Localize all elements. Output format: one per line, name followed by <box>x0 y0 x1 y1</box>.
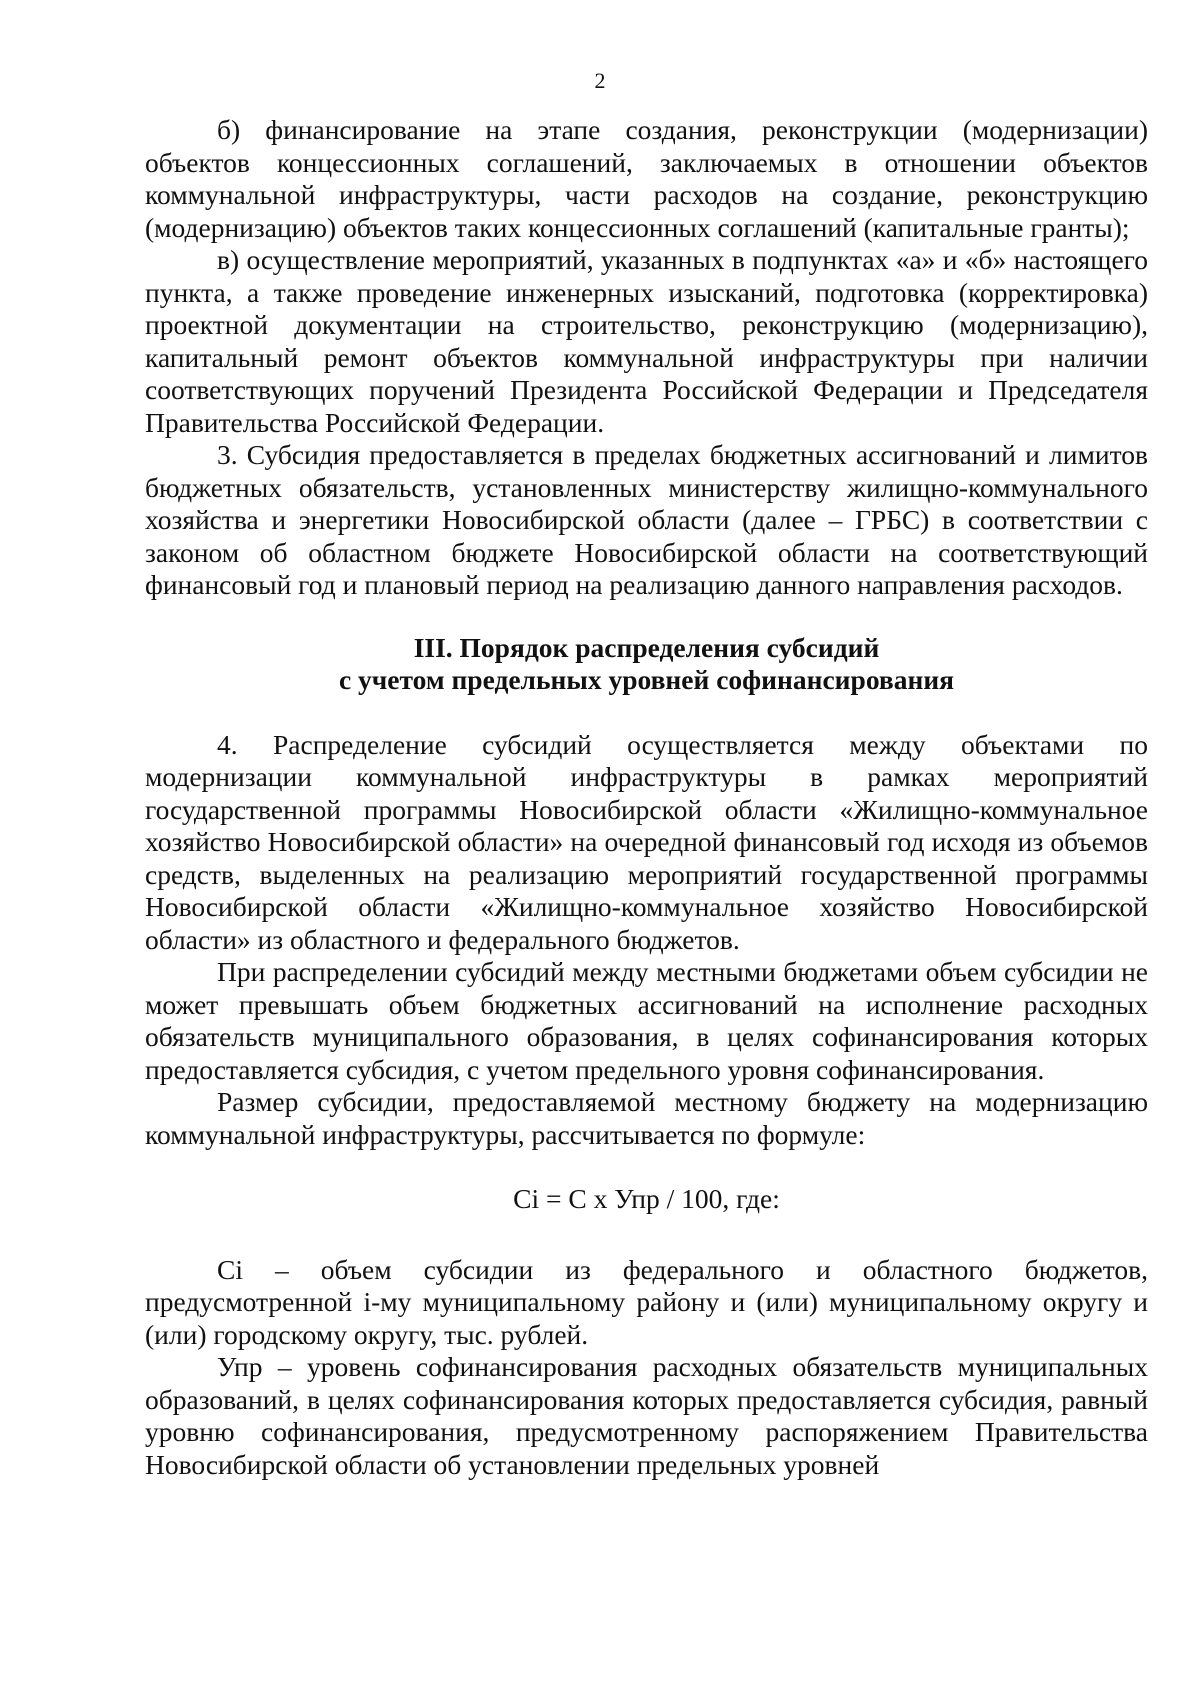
paragraph-item-v: в) осуществление мероприятий, указанных в подпунктах «а» и «б» настоящего пункта, а также проведение инженерных изысканий, подготовка (корректировка) проектной документации на строительство, реконструкцию (модернизацию), капитальный ремонт объектов коммунальной инфраструктуры при наличии соответствующих поручений Президента Российской Федерации и Председателя Правительства Российской Федерации. <box>145 244 1148 438</box>
definition-ci: Ci – объем субсидии из федерального и областного бюджетов, предусмотренной i-му муниципальному району и (или) муниципальному округу и (или) городскому округу, тыс. рублей. <box>145 1253 1148 1350</box>
page-number: 2 <box>594 68 606 93</box>
paragraph-formula-intro: Размер субсидии, предоставляемой местному бюджету на модернизацию коммунальной инфраструктуры, рассчитывается по формуле: <box>145 1086 1148 1150</box>
paragraph-point-4: 4. Распределение субсидий осуществляется между объектами по модернизации коммунальной инфраструктуры в рамках мероприятий государственной программы Новосибирской области «Жилищно-коммунальное хозяйство Новосибирской области» на очередной финансовый год исходя из объемов средств, выделенных на реализацию мероприятий государственной программы Новосибирской области «Жилищно-коммунальное хозяйство Новосибирской области» из областного и федерального бюджетов. <box>145 728 1148 955</box>
section-heading-line-2: с учетом предельных уровней софинансирования <box>338 664 955 695</box>
section-heading <box>145 632 1148 697</box>
paragraph-item-b: б) финансирование на этапе создания, реконструкции (модернизации) объектов концессионных соглашений, заключаемых в отношении объектов коммунальной инфраструктуры, части расходов на создание, реконструкцию (модернизацию) объектов таких концессионных соглашений (капитальные гранты); <box>145 114 1148 243</box>
document-body <box>145 114 1148 1481</box>
definition-upr: Упр – уровень софинансирования расходных обязательств муниципальных образований, в целях софинансирования которых предоставляется субсидия, равный уровню софинансирования, предусмотренному распоряжением Правительства Новосибирской области об установлении предельных уровней <box>145 1351 1148 1480</box>
section-heading-line-1: III. Порядок распределения субсидий <box>413 631 880 663</box>
paragraph-distribution-limit: При распределении субсидий между местными бюджетами объем субсидии не может превышать объем бюджетных ассигнований на исполнение расходных обязательств муниципального образования, в целях софинансирования которых предоставляется субсидия, с учетом предельного уровня софинансирования. <box>145 956 1148 1085</box>
paragraph-point-3: 3. Субсидия предоставляется в пределах бюджетных ассигнований и лимитов бюджетных обязательств, установленных министерству жилищно-коммунального хозяйства и энергетики Новосибирской области (далее – ГРБС) в соответствии с законом об областном бюджете Новосибирской области на соответствующий финансовый год и плановый период на реализацию данного направления расходов. <box>145 439 1148 600</box>
subsidy-formula: Ci = C x Упр / 100, где: <box>513 1183 780 1214</box>
